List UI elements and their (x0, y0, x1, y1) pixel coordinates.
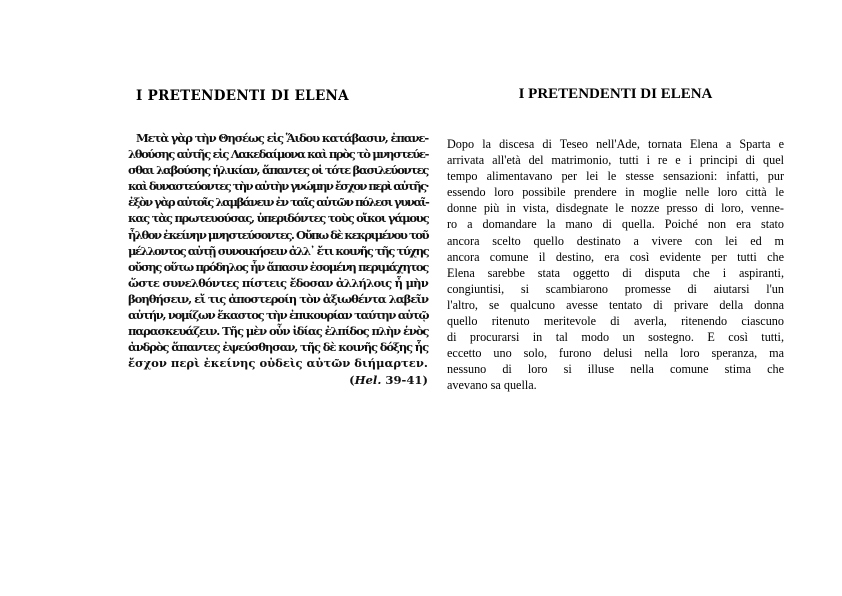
greek-line: ὥστε συνελθόντες πίστεις ἔδοσαν ἀλλήλοις ἦ μὴν (128, 275, 428, 290)
greek-line: σθαι λαβούσης ἡλικίαν, ἅπαντες οἱ τότε βασιλεύοντες (128, 163, 428, 178)
italian-line: essendo loro possibile prendere in moglie nelle loro città le (447, 185, 784, 200)
greek-line: καὶ δυναστεύοντες τὴν αὐτὴν γνώμην ἔσχον περὶ αὐτῆς· (128, 179, 428, 194)
italian-passage (447, 136, 784, 394)
italian-line: Dopo la discesa di Teseo nell'Ade, tornata Elena a Sparta e (447, 137, 784, 151)
greek-line: βοηθήσειν, εἴ τις ἀποστεροίη τὸν ἀξιωθέντα λαβεῖν (128, 291, 428, 306)
greek-line: Μετὰ γὰρ τὴν Θησέως εἰς Ἅιδου κατάβασιν, ἐπανε- (136, 131, 428, 145)
citation-close: ) (422, 373, 428, 388)
italian-line: ancora comune il destino, era così evidente per tutti che (447, 249, 784, 264)
greek-line: κας τὰς πρωτευούσας, ὑπεριδόντες τοὺς οἴκοι γάμους (128, 211, 429, 226)
italian-line: avevano sa quella. (447, 378, 537, 393)
citation-ref: 39-41 (385, 373, 423, 388)
italian-line: nessuno di loro si illuse nella comune stima che (447, 362, 784, 377)
italian-line: congiuntisi, si scambiarono promesse di aiutarsi l'un (447, 281, 784, 296)
greek-line: οὔσης οὕτω πρόδηλος ἦν ἅπασιν ἐσομένη περιμάχητος (128, 259, 428, 274)
citation-work: Hel. (354, 373, 382, 388)
italian-line: tempo alimentavano per lei le stesse sensazioni: infatti, pur (447, 169, 784, 184)
greek-line: ἦλθον ἐκείνην μνηστεύσοντες. Οὔπω δὲ κεκριμένου τοῦ (128, 227, 429, 242)
italian-line: ancora scelto quello destinato a vivere con lei ed m (447, 233, 784, 248)
italian-line: donne più in vista, disdegnate le nozze presso di loro, venne- (447, 201, 784, 216)
italian-column (447, 86, 784, 394)
italian-line: l'altro, se qualcuno avesse tentato di privare della donna (447, 297, 784, 312)
italian-line: arrivata all'età del matrimonio, tutti i re e i principi di quel (447, 153, 784, 168)
greek-line: ἐξὸν γὰρ αὐτοῖς λαμβάνειν ἐν ταῖς αὑτῶν πόλεσι γυναῖ- (128, 195, 429, 210)
citation-open: ( (349, 373, 355, 388)
greek-column (128, 88, 428, 389)
italian-line: di procurarsi in tal modo un sostegno. E così tutti, (447, 330, 784, 345)
greek-line: παρασκευάζειν. Τῆς μὲν οὖν ἰδίας ἐλπίδος πλὴν ἑνὸς (128, 324, 429, 339)
greek-line: ἀνδρὸς ἅπαντες ἐψεύσθησαν, τῆς δὲ κοινῆς δόξης ἧς (128, 340, 428, 355)
italian-line: ro a domandare la mano di quella. Poiché non era stato (447, 217, 784, 232)
greek-line: μέλλοντος αὐτῇ συνοικήσειν ἀλλ᾽ ἔτι κοινῆς τῆς τύχης (128, 243, 429, 258)
italian-line: quello ritenuto meritevole di averla, ritenendo ciascuno (447, 314, 784, 329)
italian-line: eccetto uno solo, furono delusi nella loro speranza, ma (447, 346, 784, 361)
greek-line: λθούσης αὐτῆς εἰς Λακεδαίμονα καὶ πρὸς τὸ μνηστεύε- (128, 147, 429, 162)
citation (128, 372, 428, 388)
greek-line: αὐτήν, νομίζων ἕκαστος τὴν ἐπικουρίαν ταύτην αὑτῷ (128, 308, 429, 323)
italian-heading: I PRETENDENTI DI ELENA (518, 86, 713, 102)
italian-line: Elena sarebbe stata oggetto di disputa che i aspiranti, (447, 265, 784, 280)
greek-line: ἔσχον περὶ ἐκείνης οὐδεὶς αὐτῶν διήμαρτεν. (128, 356, 428, 371)
greek-heading: I PRETENDENTI DI ELENA (136, 88, 349, 104)
greek-passage (128, 130, 428, 389)
